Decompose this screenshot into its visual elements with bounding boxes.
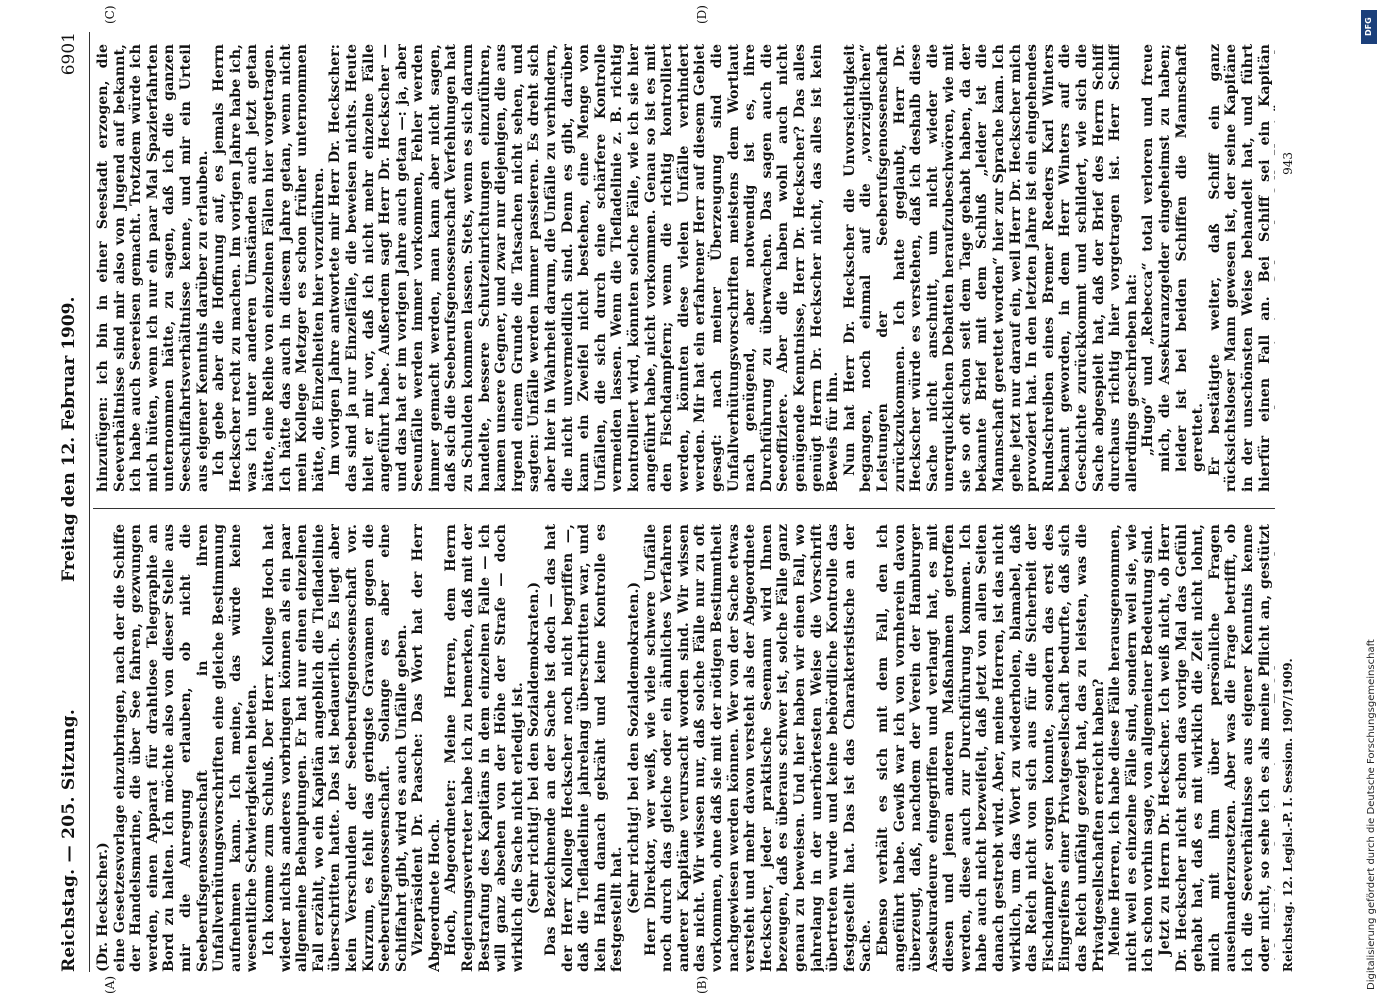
paragraph: Ich komme zum Schluß. Der Herr Kollege Hoch hat wieder nichts anderes vorbringen können als ein paar allgemeine Behauptungen. Er hat nur einen einzelnen Fall erzählt, wo ein Kapitän angeblich die Tiefladelinie überschritten hatte. Das ist bedauerlich. Es liegt aber kein Verschulden der Seeberufsgenossenschaft vor. Kurzum, es fehlt das geringste Gravamen gegen die Seeberufsgenossenschaft. Solange es aber eine Schiffahrt gibt, wird es auch Unfälle geben.	[260, 524, 410, 972]
paragraph: Meine Herren, ich habe diese Fälle herausgenommen, nicht weil es einzelne Fälle sind, sondern weil sie, wie ich schon vorhin sage, von allgemeiner Bedeutung sind.	[1107, 524, 1157, 972]
paragraph: Er bestätigte weiter, daß Schiff ein ganz rücksichtsloser Mann gewesen ist, der seine Kapitäne in der unschönsten Weise behandelt hat, und führt hierfür einen Fall an. Bei Schiff sei ein Kapitän	[1206, 44, 1273, 492]
interjection: (Sehr richtig! bei den Sozialdemokraten.)	[626, 581, 642, 915]
digitization-credit	[1361, 10, 1377, 990]
margin-marker-d: (D)	[695, 5, 709, 24]
quotation: „Hugo“ und „Rebecca“ total verloren und freue mich, die Assekuranzgelder eingeheimst zu haben; leider ist bei beiden Schiffen die Mannschaft gerettet.	[1140, 44, 1207, 472]
paragraph: Ich gebe aber die Hoffnung auf, es jemals Herrn Heckscher recht zu machen. Im vorigen Jahre habe ich, was ich unter anderen Umständen auch jetzt getan hätte, eine Reihe von einzelnen Fällen hier vorgetragen. Ich hätte das auch in diesem Jahre getan, wenn nicht mein Kollege Metzger es schon früher unternommen hätte, die Einzelheiten hier vorzuführen.	[211, 44, 327, 492]
header-left: Reichstag. — 205. Sitzung.	[59, 708, 79, 972]
paragraph: Ebenso verhält es sich mit dem Fall, den ich angeführt habe. Gewiß war ich von vornherein davon überzeugt, daß, nachdem der Verein der Hamburger Assekuradeure eingegriffen und verlangt hat, es mit diesen und jenen anderen Maßnahmen getroffen werden, diese auch zur Durchführung kommen. Ich habe auch nicht bezweifelt, daß jetzt von allen Seiten danach gestrebt wird. Aber, meine Herren, ist das nicht wirklich, um das Wort zu wiederholen, blamabel, daß das Reich nicht von sich aus für die Sicherheit der Fischdampfer sorgen konnte, sondern das erst des Eingreifens einer Privatgesellschaft bedurfte, daß sich das Reich unfähig gezeigt hat, das zu leisten, was die Privatgesellschaften erreicht haben?	[874, 524, 1107, 972]
paragraph: Jetzt zu Herrn Dr. Heckscher. Ich weiß nicht, ob Herr Dr. Heckscher nicht schon das vorige Mal das Gefühl gehabt hat, daß es mit wirklich die Zeit nicht lohnt, mich mit ihm über persönliche Fragen auseinanderzusetzen. Aber was die Frage betrifft, ob ich die Seeverhältnisse aus eigener Kenntnis kenne oder nicht, so sehe ich es als meine Pflicht an, gestützt	[1157, 524, 1273, 972]
page-number-top: 6901	[59, 32, 79, 76]
paragraph: Nun hat Herr Dr. Heckscher die Unvorsichtigkeit begangen, noch einmal auf die „vorzüglichen“ Leistungen der Seeberufsgenossenschaft zurückzukommen. Ich hatte geglaubt, Herr Dr. Heckscher würde es verstehen, daß ich deshalb diese Sache nicht anschnitt, um nicht wieder die unerquicklichen Debatten heraufzubeschwören, wie mit sie so oft schon seit dem Tage gehabt haben, da der bekannte Brief mit dem Schluß „leider ist die Mannschaft gerettet worden“ hier zur Sprache kam. Ich gehe jetzt nur darauf ein, weil Herr Dr. Heckscher mich provoziert hat. In den letzten Jahre ist ein eingehendes Rundschreiben eines Bremer Reeders Karl Winters bekannt geworden, in dem Herr Winters auf die Geschichte zurückkommt und schildert, wie sich die Sache abgespielt hat, daß der Brief des Herrn Schiff durchaus richtig hier vorgetragen ist. Herr Schiff allerdings geschrieben hat:	[841, 44, 1140, 492]
paragraph: Herr Direktor, wer weiß, wie viele schwere Unfälle noch durch das gleiche oder ein ähnliches Verfahren anderer Kapitäne verursacht worden sind. Wir wissen das nicht. Wir wissen nur, daß solche Fälle nur zu oft vorkommen, ohne daß sie mit der nötigen Bestimmtheit nachgewiesen werden können. Wer von der Sache etwas versteht und mehr davon versteht als der Abgeordnete Heckscher, jeder praktische Seemann wird Ihnen bezeugen, daß es überaus schwer ist, solche Fälle ganz genau zu beweisen. Und hier haben wir einen Fall, wo jahrelang in der unerhörtesten Weise die Vorschrift übertreten wurde und keine behördliche Kontrolle das festgestellt hat. Das ist das Charakteristische an der Sache.	[642, 524, 875, 972]
left-column	[95, 524, 1275, 972]
paragraph: Das Bezeichnende an der Sache ist doch — das hat der Herr Kollege Heckscher noch nicht begriffen —, daß die Tiefladelinie jahrelang überschritten war, und kein Hahn danach gekräht und keine Kontrolle es festgestellt hat.	[543, 524, 626, 972]
footer-session: Reichstag. 12. Legisl.-P. I. Session. 1907/1909.	[1281, 658, 1295, 972]
interjection: (Sehr richtig! bei den Sozialdemokraten.)	[526, 581, 543, 915]
page-header	[55, 32, 89, 972]
credit-text: Digitalisierung gefördert durch die Deutsche Forschungsgemeinschaft	[1366, 639, 1377, 990]
paragraph: Im vorigen Jahre antwortete mir Herr Dr. Heckscher: das sind ja nur Einzelfälle, die beweisen nichts. Heute hielt er mir vor, daß ich nicht mehr einzelne Fälle angeführt habe. Außerdem sagt Herr Dr. Heckscher — und das hat er im vorigen Jahre auch getan —: ja, aber Seeunfälle werden immer vorkommen, Fehler werden immer gemacht werden, man kann aber nicht sagen, daß sich die Seeberufsgenossenschaft Verfehlungen hat zu Schulden kommen lassen. Stets, wenn es sich darum handelte, bessere Schutzeinrichtungen einzuführen, kamen unsere Gegner, und zwar nur diejenigen, die aus irgend einem Grunde die Tatsachen nicht sehen, und sagten: Unfälle werden immer passieren. Es dreht sich aber hier in Wahrheit darum, die Unfälle zu verhindern, die nicht unvermeidlich sind. Denn es gibt, darüber kann ein Zweifel nicht bestehen, eine Menge von Unfällen, die sich durch eine schärfere Kontrolle vermeiden lassen. Wenn die Tiefladelinie z. B. richtig kontrolliert wird, könnten solche Fälle, wie ich sie hier angeführt habe, nicht vorkommen. Genau so ist es mit den Fischdampfern; wenn die richtig kontrolliert werden, könnten diese vielen Unfälle verhindert werden. Mir hat ein erfahrener Herr auf diesem Gebiet gesagt: nach meiner Überzeugung sind die Unfallverhütungsvorschriften meistens dem Wortlaut nach genügend, aber notwendig ist es, ihre Durchführung zu überwachen. Das sagen auch die Seeoffiziere. Aber die haben wohl auch nicht genügende Kenntnisse, Herr Dr. Heckscher? Das alles genügt Herrn Dr. Heckscher nicht, das alles ist kein Beweis für ihn.	[327, 44, 842, 492]
document-page	[55, 5, 1325, 994]
header-date: Freitag den 12. Februar 1909.	[59, 296, 79, 582]
margin-marker-b: (B)	[695, 975, 709, 994]
paragraph: Hoch, Abgeordneter: Meine Herren, dem Herrn Regierungsvertreter habe ich zu bemerken, daß mit der Bestrafung des Kapitäns in dem einzelnen Falle — ich will ganz absehen von der Höhe der Strafe — doch wirklich die Sache nicht erledigt ist.	[443, 524, 526, 972]
header-rule	[89, 32, 90, 972]
dfg-logo: DFG	[1361, 10, 1377, 44]
paragraph: eine Gesetzesvorlage einzubringen, nach der die Schiffe der Handelsmarine, die über See fahren, gezwungen werden, einen Apparat für drahtlose Telegraphie an Bord zu halten. Ich möchte also von dieser Stelle aus mir die Anregung erlauben, ob nicht die Seeberufsgenossenschaft in ihren Unfallverhütungsvorschriften eine gleiche Bestimmung aufnehmen kann. Ich meine, das würde keine wesentliche Schwierigkeiten bieten.	[111, 524, 261, 972]
paragraph: hinzufügen: ich bin in einer Seestadt erzogen, die Seeverhältnisse sind mir also von Jugend auf bekannt, ich habe auch Seereisen gemacht. Trotzdem würde ich mich hüten, wenn ich nur ein paar Mal Spazierfahrten unternommen hätte, zu sagen, daß ich die ganzen Seeschiffahrtsverhältnisse kenne, und mir ein Urteil aus eigener Kenntnis darüber zu erlauben.	[95, 44, 211, 492]
margin-marker-c: (C)	[103, 5, 117, 24]
right-column	[95, 44, 1275, 492]
column-divider	[93, 508, 1275, 509]
paragraph: Vizepräsident Dr. Paasche: Das Wort hat der Herr Abgeordnete Hoch.	[410, 524, 443, 972]
margin-marker-a: (A)	[103, 975, 117, 994]
speaker-reference: (Dr. Heckscher.)	[95, 842, 111, 972]
footer-page-number: 943	[1281, 152, 1295, 175]
